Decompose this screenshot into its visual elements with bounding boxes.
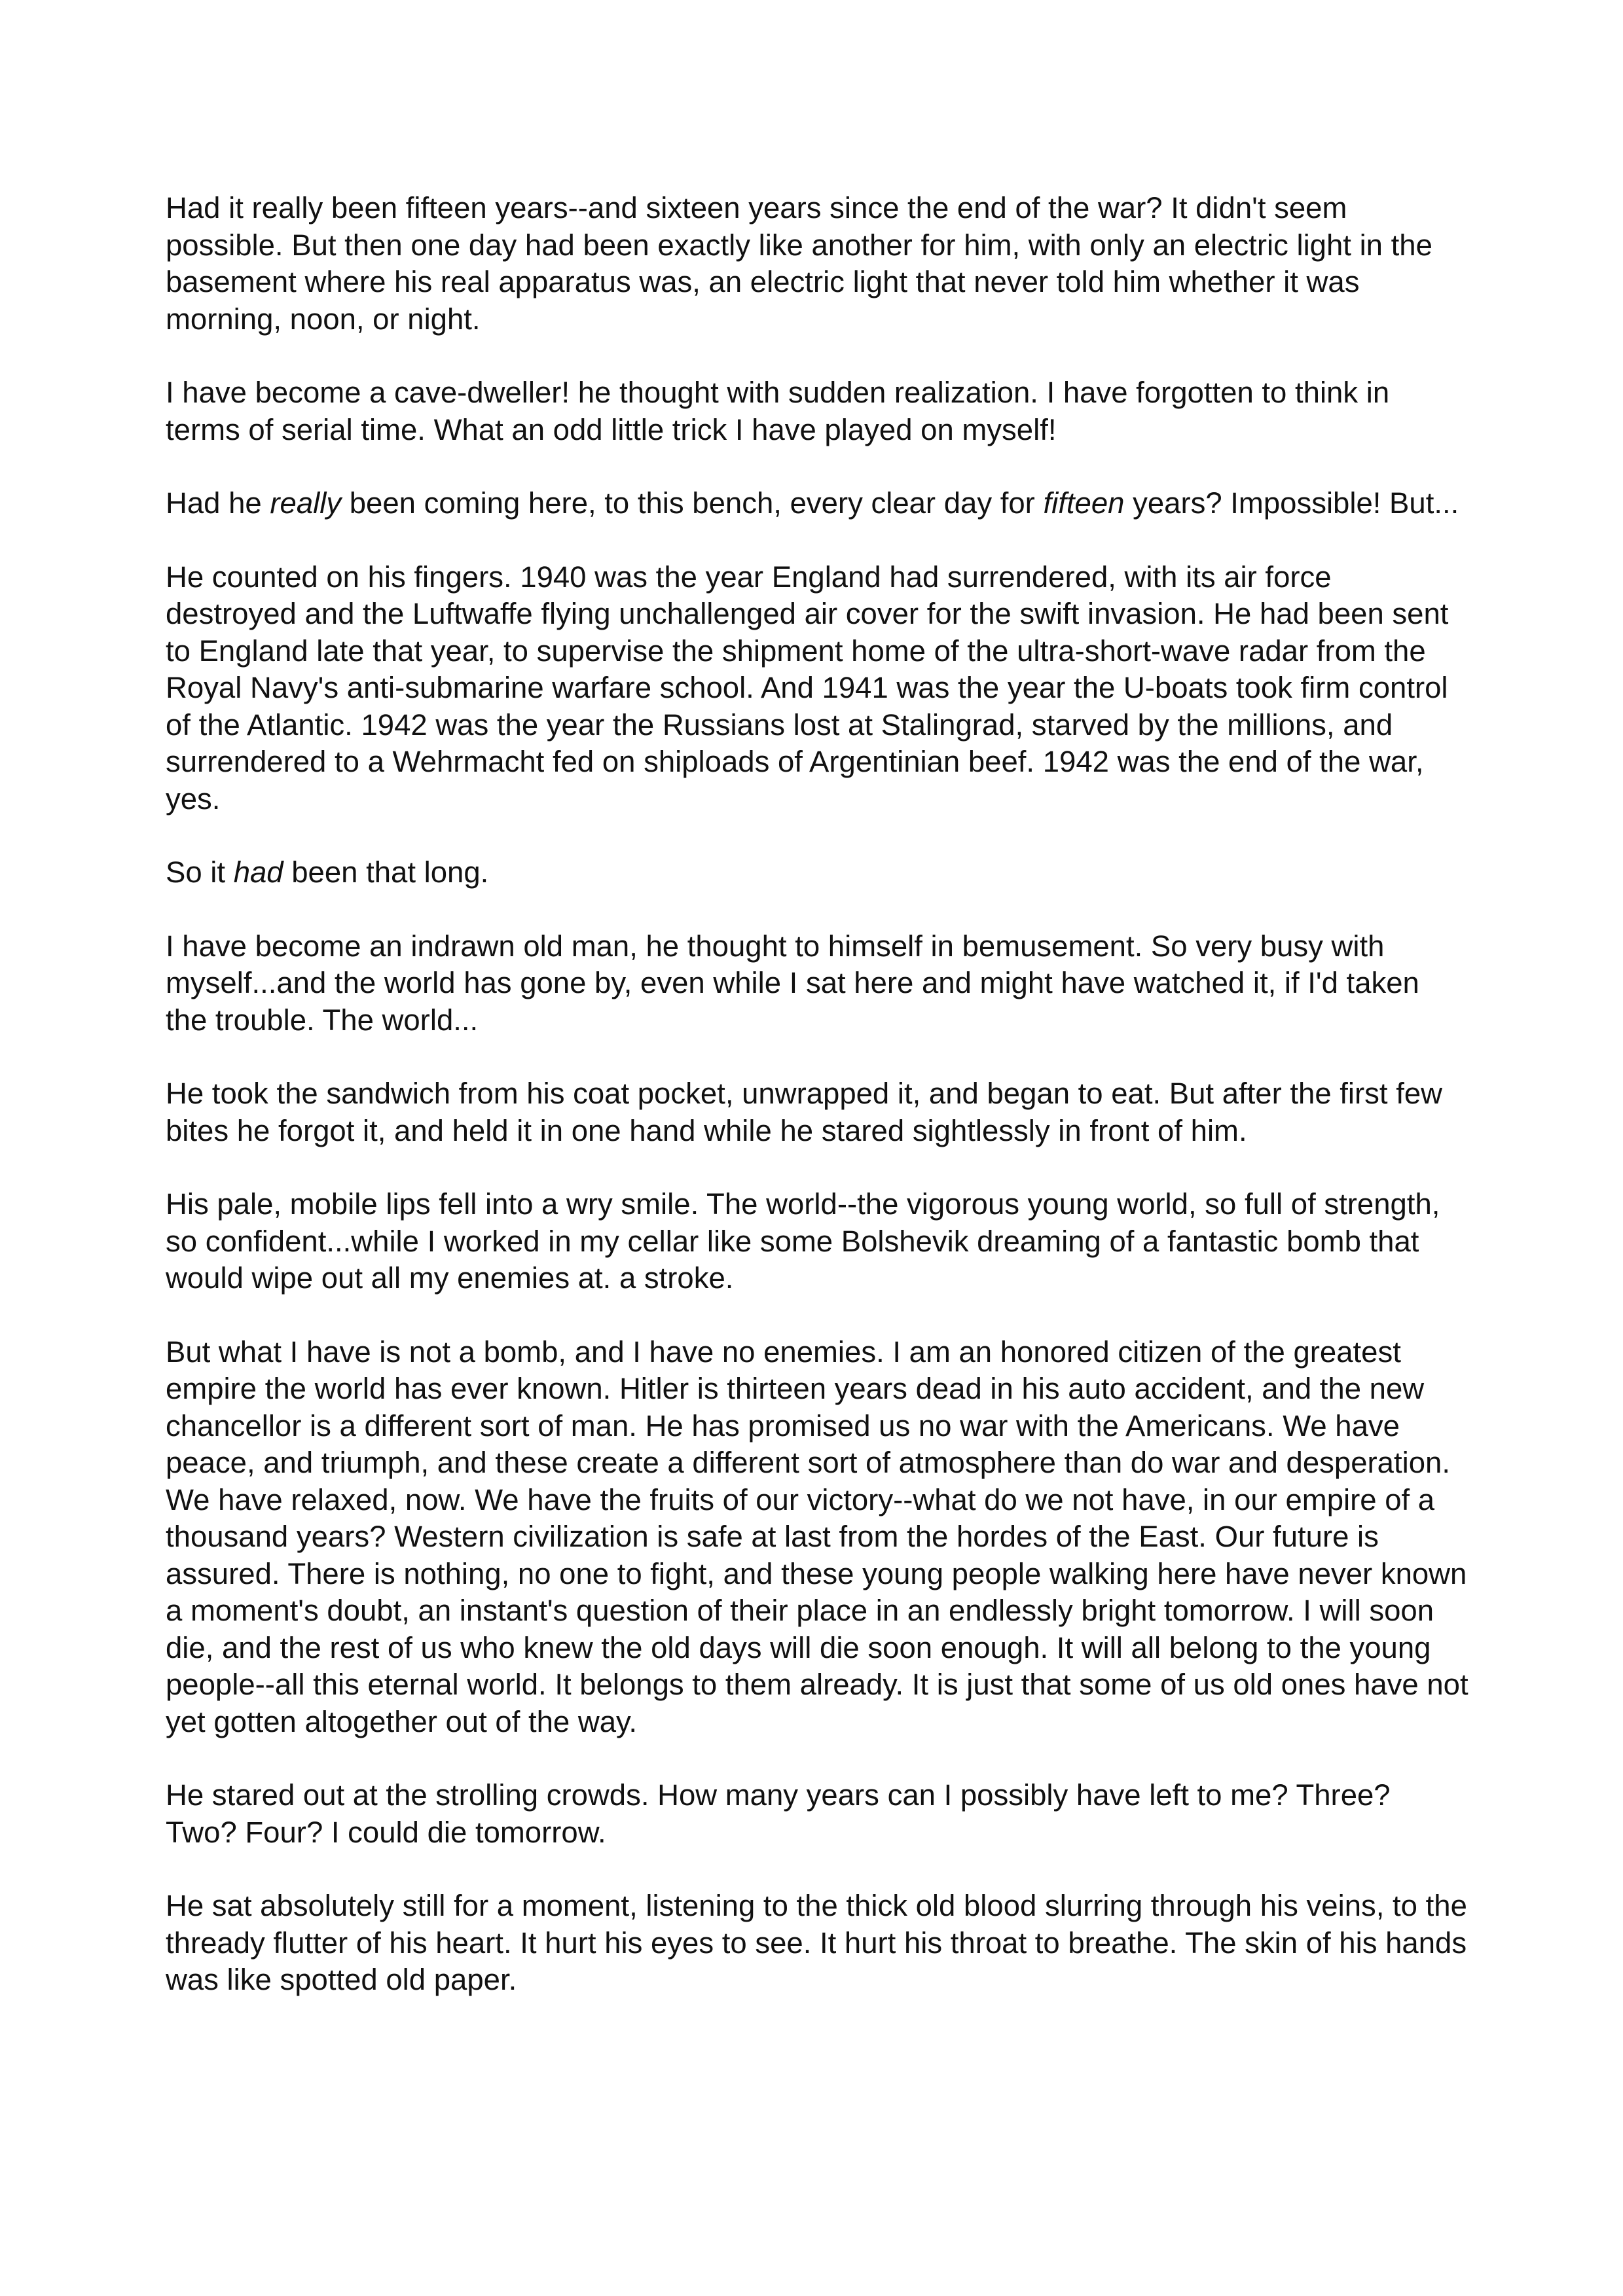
paragraph-8: His pale, mobile lips fell into a wry smile. The world--the vigorous young world, so full of strength, so confident...while I worked in my cellar like some Bolshevik dreaming of a fantastic bomb that would wipe out all my enemies at. a stroke. — [166, 1187, 1440, 1295]
paragraph-1: Had it really been fifteen years--and sixteen years since the end of the war? It didn't seem possible. But then one day had been exactly like another for him, with only an electric light in the basement where his real apparatus was, an electric light that never told him whether it was morning, noon, or night. — [166, 191, 1432, 336]
paragraph-7: He took the sandwich from his coat pocket, unwrapped it, and began to eat. But after the first few bites he forgot it, and held it in one hand while he stared sightlessly in front of him. — [166, 1077, 1443, 1147]
paragraph-9: But what I have is not a bomb, and I have no enemies. I am an honored citizen of the greatest empire the world has ever known. Hitler is thirteen years dead in his auto accident, and the new chancellor is a different sort of man. He has promised us no war with the Americans. We have peace, and triumph, and these create a different sort of atmosphere than do war and desperation. We have relaxed, now. We have the fruits of our victory--what do we not have, in our empire of a thousand years? Western civilization is safe at last from the hordes of the East. Our future is assured. There is nothing, no one to fight, and these young people walking here have never known a moment's doubt, an instant's question of their place in an endlessly bright tomorrow. I will soon die, and the rest of us who knew the old days will die soon enough. It will all belong to the young people--all this eternal world. It belongs to them already. It is just that some of us old ones have not yet gotten altogether out of the way. — [166, 1335, 1468, 1738]
paragraph-6: I have become an indrawn old man, he thought to himself in bemusement. So very busy with myself...and the world has gone by, even while I sat here and might have watched it, if I'd taken the trouble. The world... — [166, 929, 1419, 1037]
italic-emphasis: had — [233, 855, 283, 889]
document-page — [166, 190, 1468, 1999]
italic-emphasis: fifteen — [1043, 486, 1125, 520]
paragraph-11: He sat absolutely still for a moment, listening to the thick old blood slurring through his veins, to the thready flutter of his heart. It hurt his eyes to see. It hurt his throat to breathe. The skin of his hands was like spotted old paper. — [166, 1889, 1467, 1996]
paragraph-10: He stared out at the strolling crowds. How many years can I possibly have left to me? Three? Two? Four? I could die tomorrow. — [166, 1778, 1391, 1849]
paragraph-4: He counted on his fingers. 1940 was the year England had surrendered, with its air force destroyed and the Luftwaffe flying unchallenged air cover for the swift invasion. He had been sent to England late that year, to supervise the shipment home of the ultra-short-wave radar from the Royal Navy's anti-submarine warfare school. And 1941 was the year the U-boats took firm control of the Atlantic. 1942 was the year the Russians lost at Stalingrad, starved by the millions, and surrendered to a Wehrmacht fed on shiploads of Argentinian beef. 1942 was the end of the war, yes. — [166, 560, 1449, 816]
paragraph-2: I have become a cave-dweller! he thought with sudden realization. I have forgotten to think in terms of serial time. What an odd little trick I have played on myself! — [166, 376, 1390, 446]
italic-emphasis: really — [270, 486, 342, 520]
paragraph-3: Had he really been coming here, to this bench, every clear day for fifteen years? Impossible! But... — [166, 486, 1459, 520]
paragraph-5: So it had been that long. — [166, 855, 489, 889]
